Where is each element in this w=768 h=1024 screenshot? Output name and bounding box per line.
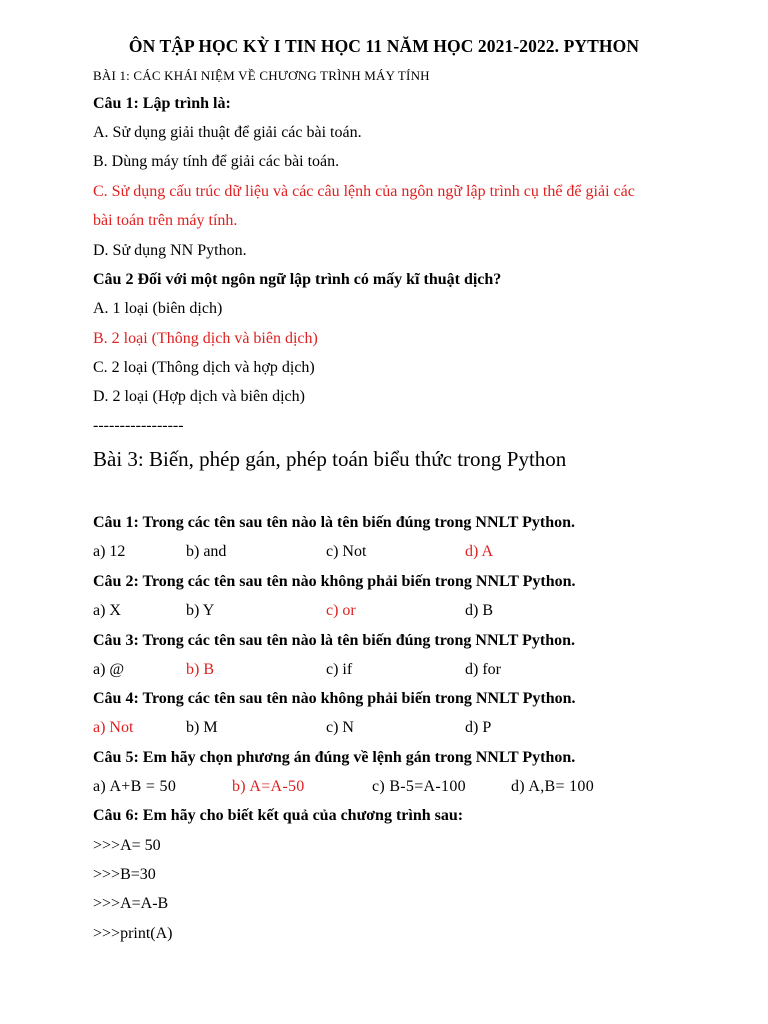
l3-q3-question: Câu 3: Trong các tên sau tên nào là tên biến đúng trong NNLT Python. [93, 632, 576, 649]
l1-q1-question: Câu 1: Lập trình là: [93, 95, 231, 112]
l3-q1-question: Câu 1: Trong các tên sau tên nào là tên biến đúng trong NNLT Python. [93, 514, 576, 531]
l3-q2-question: Câu 2: Trong các tên sau tên nào không phải biến trong NNLT Python. [93, 573, 576, 590]
lesson3-heading: Bài 3: Biến, phép gán, phép toán biểu thức trong Python [93, 447, 567, 471]
code-line: >>>A=A-B [93, 895, 169, 912]
l3-q4-option-d: d) P [465, 719, 492, 736]
l1-q2-option-d: D. 2 loại (Hợp dịch và biên dịch) [93, 388, 305, 405]
l1-q2-option-c: C. 2 loại (Thông dịch và hợp dịch) [93, 359, 315, 376]
document-title: ÔN TẬP HỌC KỲ I TIN HỌC 11 NĂM HỌC 2021-2022. PYTHON [128, 36, 640, 56]
l3-q4-option-b: b) M [186, 719, 218, 736]
l3-q3-option-b: b) B [186, 661, 214, 678]
l3-q5-option-b: b) A=A-50 [232, 778, 305, 795]
l3-q1-option-d: d) A [465, 543, 493, 560]
l3-q2-option-d: d) B [465, 602, 493, 619]
l3-q3-option-a: a) @ [93, 661, 125, 678]
l3-q6-question: Câu 6: Em hãy cho biết kết quả của chương trình sau: [93, 807, 464, 824]
l3-q5-option-c: c) B-5=A-100 [372, 778, 466, 795]
l1-q1-option-b: B. Dùng máy tính để giải các bài toán. [93, 153, 340, 170]
lesson1-heading: BÀI 1: CÁC KHÁI NIỆM VỀ CHƯƠNG TRÌNH MÁY TÍNH [93, 68, 430, 83]
l1-q1-option-a: A. Sử dụng giải thuật để giải các bài toán. [93, 124, 362, 141]
l3-q2-option-a: a) X [93, 602, 121, 619]
l3-q1-option-b: b) and [186, 543, 227, 560]
l1-q2-option-b: B. 2 loại (Thông dịch và biên dịch) [93, 330, 318, 347]
section-separator: ----------------- [93, 417, 184, 434]
l3-q4-option-a: a) Not [93, 719, 134, 736]
l1-q1-option-d: D. Sử dụng NN Python. [93, 242, 247, 259]
l3-q5-option-a: a) A+B = 50 [93, 778, 177, 795]
code-line: >>>A= 50 [93, 837, 161, 854]
code-line: >>>B=30 [93, 866, 156, 883]
l3-q5-option-d: d) A,B= 100 [511, 778, 594, 795]
l3-q4-question: Câu 4: Trong các tên sau tên nào không phải biến trong NNLT Python. [93, 690, 576, 707]
l3-q2-option-b: b) Y [186, 602, 215, 619]
l3-q3-option-c: c) if [326, 661, 353, 678]
l3-q1-option-c: c) Not [326, 543, 367, 560]
l3-q3-option-d: d) for [465, 661, 501, 678]
l1-q2-question: Câu 2 Đối với một ngôn ngữ lập trình có mấy kĩ thuật dịch? [93, 271, 502, 288]
l3-q4-option-c: c) N [326, 719, 354, 736]
l3-q2-option-c: c) or [326, 602, 356, 619]
l3-q5-question: Câu 5: Em hãy chọn phương án đúng về lệnh gán trong NNLT Python. [93, 749, 576, 766]
l1-q1-option-c-line2: bài toán trên máy tính. [93, 212, 238, 229]
l1-q2-option-a: A. 1 loại (biên dịch) [93, 300, 223, 317]
code-line: >>>print(A) [93, 925, 173, 942]
l3-q1-option-a: a) 12 [93, 543, 126, 560]
l1-q1-option-c-line1: C. Sử dụng cấu trúc dữ liệu và các câu lệnh của ngôn ngữ lập trình cụ thể để giải các [93, 183, 635, 200]
